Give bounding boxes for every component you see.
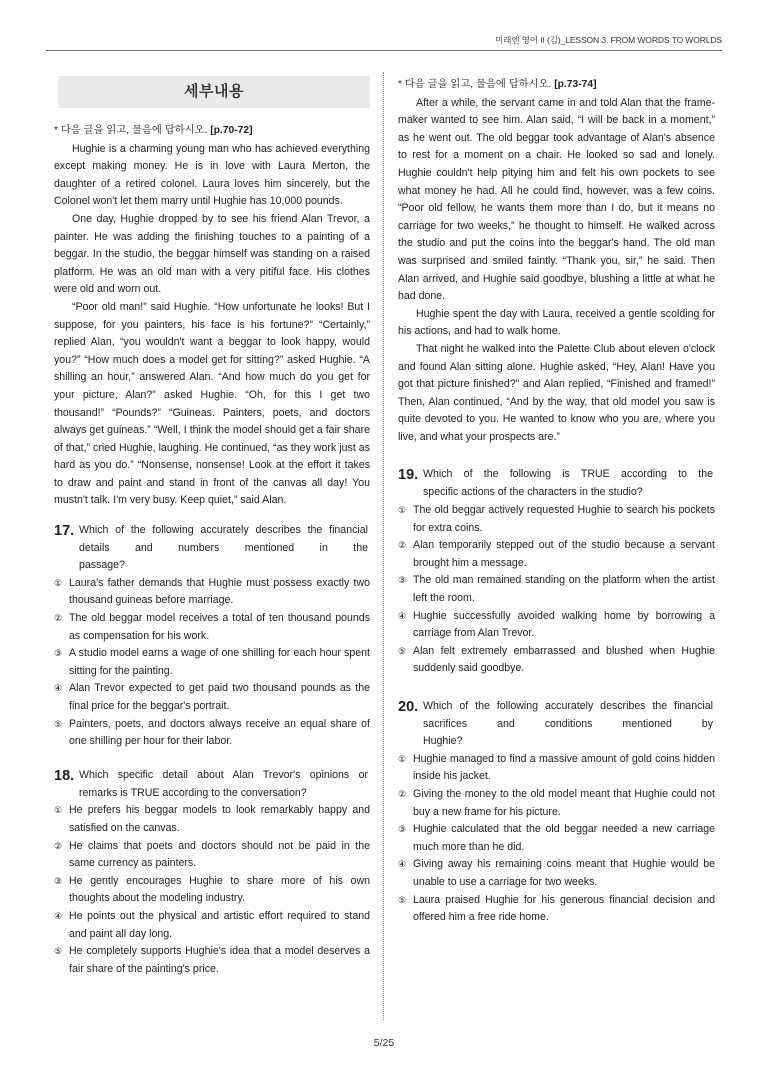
question-stem (398, 698, 715, 733)
answer-option[interactable] (398, 643, 715, 678)
answer-option[interactable] (54, 802, 370, 837)
left-column (54, 70, 370, 978)
column-divider (383, 72, 385, 1020)
answer-option[interactable] (398, 608, 715, 643)
option-marker: ④ (54, 683, 63, 694)
answer-option[interactable] (54, 943, 370, 978)
passage-paragraph: Hughie spent the day with Laura, received a gentle scolding for his actions, and had to walk home. (398, 307, 715, 338)
option-text: He completely supports Hughie's idea that a model deserves a fair share of the painting's price. (69, 945, 370, 975)
question-text: Which of the following accurately describes the financial details and numbers mentioned in the (79, 524, 368, 554)
option-marker: ④ (54, 910, 63, 921)
option-text: Giving away his remaining coins meant that Hughie would be unable to use a carriage for two weeks. (413, 858, 715, 888)
option-marker: ② (398, 540, 407, 551)
answer-option[interactable] (398, 856, 715, 891)
option-text: A studio model earns a wage of one shilling for each hour spent sitting for the painting. (69, 647, 370, 677)
option-marker: ④ (398, 859, 407, 870)
answer-option[interactable] (398, 821, 715, 856)
option-marker: ① (54, 577, 63, 588)
option-text: He prefers his beggar models to look remarkably happy and satisfied on the canvas. (69, 804, 370, 834)
option-text: He points out the physical and artistic effort required to stand and paint all day long. (69, 909, 370, 940)
option-text: Alan felt extremely embarrassed and blushed when Hughie suddenly said goodbye. (413, 644, 715, 675)
passage-paragraph: After a while, the servant came in and told Alan that the frame-maker wanted to see him. Alan said, “I will be back in a moment,” as he went out. The old beggar took advantage of Alan's absence to rest for a moment on a chair. He looked so sad and lonely. Hughie couldn't help pitying him and felt his own pockets to see what money he had. All he could find, however, was a few coins. “Poor old fellow, he wants them more than I do, but it means no carriage for two weeks,” he thought to himself. He walked across the studio and put the coins into the beggar's hand. The old man was surprised and smiled faintly. “Thank you, sir,” he said. Then Alan arrived, and Hughie said goodbye, blushing a little at what he had done. (398, 96, 715, 303)
option-marker: ② (398, 788, 407, 799)
option-text: He gently encourages Hughie to share more of his own thoughts about the modeling industry. (69, 874, 370, 905)
option-marker: ⑤ (54, 946, 63, 957)
question-stem (54, 522, 370, 557)
passage-instruction (54, 122, 370, 140)
option-text: Painters, poets, and doctors always receive an equal share of one shilling per hour for their labor. (69, 717, 370, 748)
answer-option[interactable] (398, 751, 715, 786)
question-19 (398, 466, 715, 678)
option-marker: ④ (398, 610, 407, 621)
answer-option[interactable] (54, 716, 370, 751)
answer-option[interactable] (54, 908, 370, 943)
instruction-text: * 다음 글을 읽고, 물음에 답하시오. (398, 79, 552, 90)
answer-option[interactable] (54, 575, 370, 610)
option-marker: ⑤ (54, 718, 63, 729)
option-marker: ⑤ (398, 645, 407, 656)
question-text-last-line: remarks is TRUE according to the conversation? (79, 786, 307, 799)
question-text-last-line: specific actions of the characters in the studio? (423, 486, 643, 499)
option-text: He claims that poets and doctors should not be paid in the same currency as painters. (69, 839, 370, 870)
question-text: Which of the following is TRUE according to the (423, 468, 713, 481)
answer-option[interactable] (398, 537, 715, 572)
option-text: The old beggar actively requested Hughie to search his pockets for extra coins. (413, 504, 715, 534)
option-text: Hughie successfully avoided walking home by borrowing a carriage from Alan Trevor. (413, 609, 715, 640)
question-number: 17. (54, 523, 75, 540)
question-number: 18. (54, 767, 75, 784)
question-text-last-line: passage? (79, 559, 125, 572)
question-text: Which of the following accurately describes the financial sacrifices and conditions mentioned by (423, 700, 713, 730)
option-marker: ② (54, 840, 63, 851)
option-text: Laura's father demands that Hughie must possess exactly two thousand guineas before marriage. (69, 576, 370, 607)
question-text-last-line: Hughie? (423, 735, 463, 748)
passage-paragraph: “Poor old man!” said Hughie. “How unfortunate he looks! But I suppose, for you painters, his face is his fortune?” “Certainly,” replied Alan, “you wouldn't want a beggar to look happy, would you?” “How much does a model get for sitting?” asked Hughie. “A shilling an hour,” answered Alan. “And how much do you get for your picture, Alan?” asked Hughie. “Oh, for this I get two thousand!” “Pounds?” “Guineas. Painters, poets, and doctors always get guineas.” “Well, I think the model should get a fair share of that,” cried Hughie, laughing. He continued, “as they work just as hard as you do.” “Nonsense, nonsense! Look at the effort it takes to draw and paint and stand in front of the canvas all day! You mustn't talk. I'm very busy. Keep quiet,” said Alan. (54, 300, 370, 507)
instruction-text: * 다음 글을 읽고, 물음에 답하시오. (54, 125, 208, 136)
answer-option[interactable] (54, 610, 370, 645)
option-text: The old beggar model receives a total of ten thousand pounds as compensation for his work. (69, 612, 370, 642)
passage-paragraph: Hughie is a charming young man who has achieved everything except making money. He is in love with Laura Merton, the daughter of a retired colonel. Laura loves him sincerely, but the Colonel won't let them marry until Hughie has 10,000 pounds. (54, 142, 370, 208)
option-text: Alan Trevor expected to get paid two thousand pounds as the final price for the beggar's portrait. (69, 682, 370, 712)
option-marker: ③ (54, 875, 63, 886)
passage-paragraph: That night he walked into the Palette Club about eleven o'clock and found Alan sitting alone. Hughie asked, “Hey, Alan! Have you got that picture finished?” and Alan replied, “Finished and framed!” Then, Alan continued, “And by the way, that old model you saw is quite devoted to you. He wanted to know who you are, where you live, and what your prospects are.” (398, 342, 715, 443)
question-17 (54, 522, 370, 751)
option-marker: ① (398, 753, 407, 764)
right-column (398, 76, 715, 927)
page-reference: [p.70-72] (210, 125, 253, 136)
passage-paragraph: One day, Hughie dropped by to see his friend Alan Trevor, a painter. He was adding the finishing touches to a painting of a beggar. In the studio, the beggar himself was standing on a raised platform. He was an old man with a very pitiful face. His clothes were old and worn out. (54, 212, 370, 296)
answer-option[interactable] (398, 892, 715, 927)
option-text: Giving the money to the old model meant that Hughie could not buy a new frame for his picture. (413, 787, 715, 818)
option-text: Hughie calculated that the old beggar needed a new carriage much more than he did. (413, 823, 715, 853)
option-marker: ③ (398, 824, 407, 835)
question-stem (54, 767, 370, 785)
page-reference: [p.73-74] (554, 79, 597, 90)
question-18 (54, 767, 370, 979)
running-header: 미래엔 영어 II (김)_LESSON 3. FROM WORDS TO WORLDS (46, 34, 722, 51)
question-number: 19. (398, 467, 419, 484)
answer-option[interactable] (398, 572, 715, 607)
option-marker: ③ (54, 648, 63, 659)
option-text: Alan temporarily stepped out of the studio because a servant brought him a message. (413, 539, 715, 569)
answer-option[interactable] (54, 838, 370, 873)
question-stem (398, 466, 715, 484)
option-marker: ⑤ (398, 894, 407, 905)
section-title: 세부내용 (58, 76, 370, 108)
page-number: 5/25 (373, 1037, 395, 1049)
answer-option[interactable] (398, 786, 715, 821)
answer-option[interactable] (54, 873, 370, 908)
answer-option[interactable] (54, 645, 370, 680)
question-text: Which specific detail about Alan Trevor's opinions or (79, 768, 368, 781)
question-20 (398, 698, 715, 927)
answer-option[interactable] (54, 680, 370, 715)
option-marker: ① (398, 505, 407, 516)
option-text: Laura praised Hughie for his generous financial decision and offered him a free ride home. (413, 893, 715, 924)
option-text: The old man remained standing on the platform when the artist left the room. (413, 574, 715, 605)
option-text: Hughie managed to find a massive amount of gold coins hidden inside his jacket. (413, 752, 715, 783)
option-marker: ③ (398, 575, 407, 586)
option-marker: ② (54, 613, 63, 624)
passage-instruction (398, 76, 715, 94)
answer-option[interactable] (398, 502, 715, 537)
question-number: 20. (398, 699, 419, 715)
option-marker: ① (54, 805, 63, 816)
